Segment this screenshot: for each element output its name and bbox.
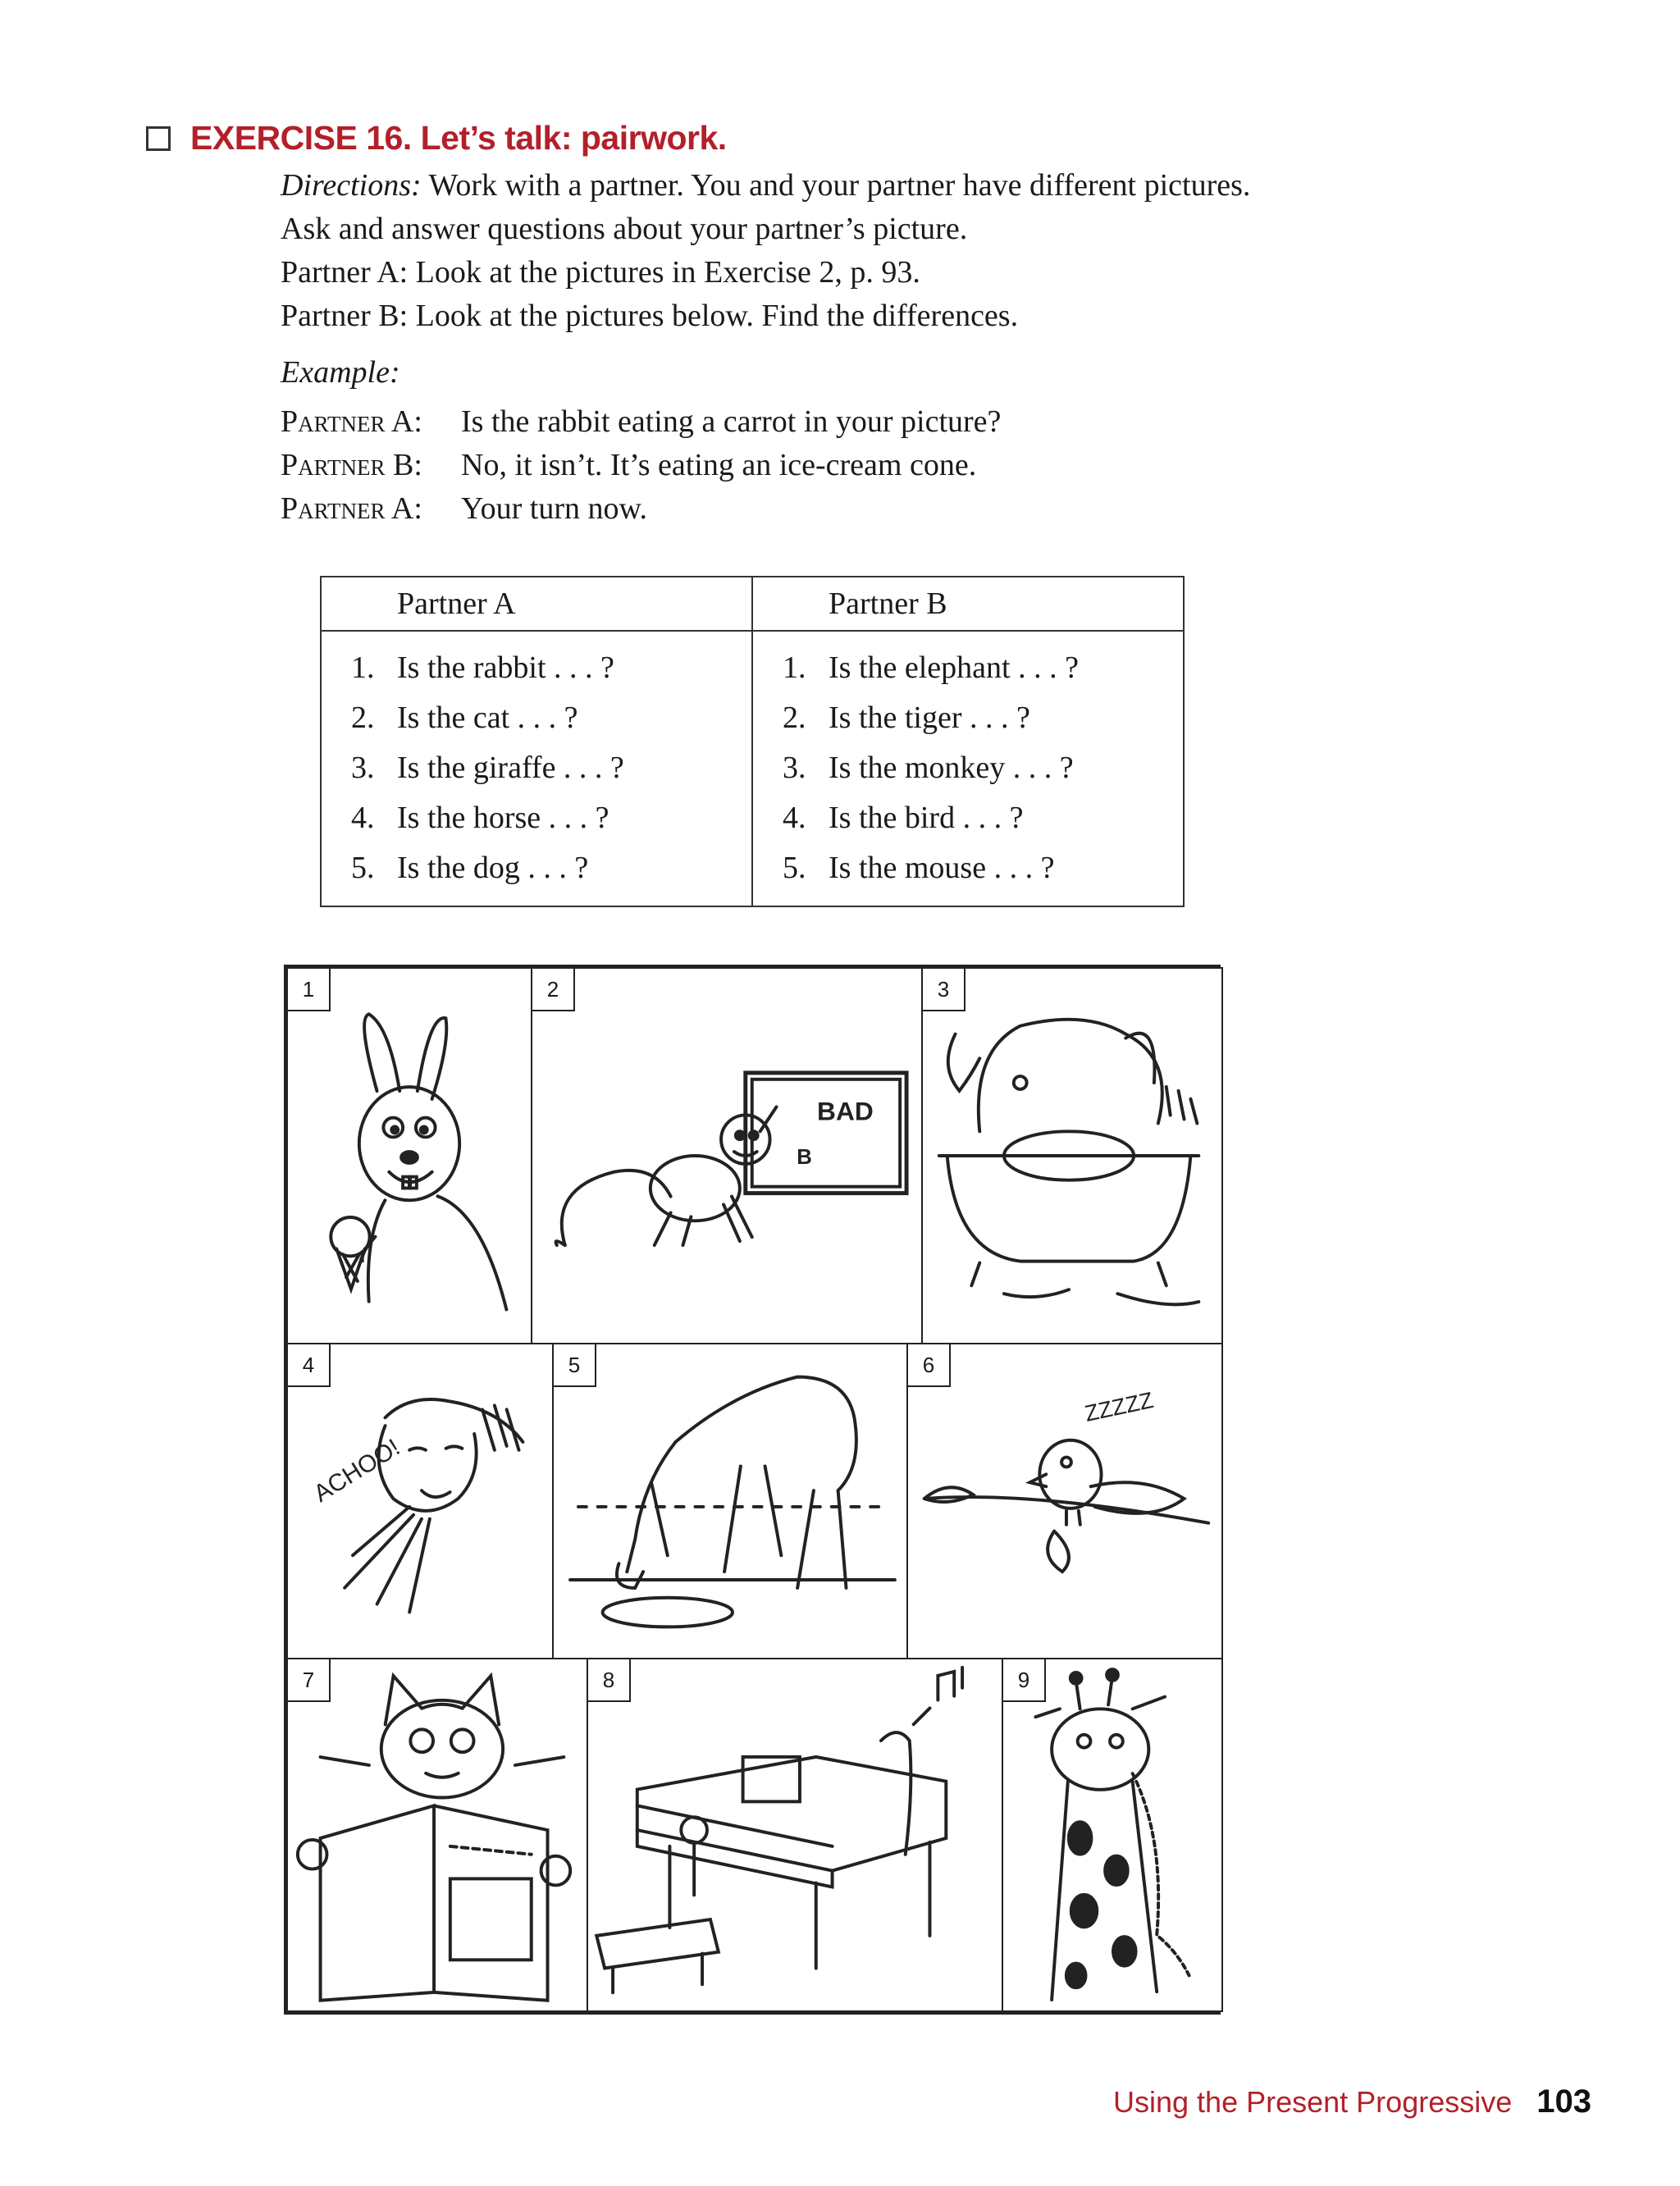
dialog-line bbox=[281, 487, 1001, 531]
item-text: Is the monkey . . . ? bbox=[829, 751, 1074, 785]
item-text: Is the elephant . . . ? bbox=[829, 650, 1079, 685]
partner-b-instruction: Partner B: Look at the pictures below. Find the differences. bbox=[281, 299, 1019, 333]
question-item bbox=[322, 793, 751, 843]
page-footer bbox=[1113, 2083, 1591, 2120]
directions-line-1: Work with a partner. You and your partner have different pictures. bbox=[428, 168, 1251, 203]
question-item bbox=[322, 643, 751, 693]
item-number: 5. bbox=[351, 851, 375, 885]
panel-monkey bbox=[531, 967, 923, 1344]
sneeze-text: ACHOO! bbox=[308, 1433, 405, 1508]
exercise-checkbox[interactable] bbox=[146, 126, 171, 151]
item-number: 3. bbox=[783, 751, 806, 785]
header-partner-a: Partner A bbox=[397, 586, 516, 621]
cat-illustration bbox=[288, 1659, 587, 2010]
panel-number: 8 bbox=[588, 1659, 631, 1702]
panel-horse bbox=[552, 1343, 908, 1659]
horse-illustration bbox=[554, 1344, 906, 1658]
piano-illustration bbox=[588, 1659, 1002, 2010]
directions-label: Directions: bbox=[281, 168, 422, 203]
item-number: 3. bbox=[351, 751, 375, 785]
panel-tiger bbox=[286, 1343, 554, 1659]
panel-cat bbox=[286, 1658, 588, 2012]
item-number: 1. bbox=[351, 650, 375, 685]
board-word: BAD bbox=[817, 1096, 874, 1126]
exercise-title: EXERCISE 16. Let’s talk: pairwork. bbox=[190, 119, 727, 157]
item-number: 4. bbox=[351, 801, 375, 835]
panel-number: 4 bbox=[288, 1344, 331, 1387]
partner-table bbox=[320, 576, 1185, 907]
item-number: 2. bbox=[783, 701, 806, 735]
table-header bbox=[322, 577, 1183, 632]
item-text: Is the mouse . . . ? bbox=[829, 851, 1055, 885]
tiger-illustration bbox=[288, 1344, 552, 1658]
question-item bbox=[753, 793, 1183, 843]
directions bbox=[281, 164, 1511, 338]
question-item bbox=[753, 743, 1183, 793]
panel-piano bbox=[587, 1658, 1003, 2012]
panel-number: 1 bbox=[288, 969, 331, 1011]
example-dialog bbox=[281, 400, 1001, 531]
item-number: 1. bbox=[783, 650, 806, 685]
board-letter: B bbox=[797, 1145, 812, 1169]
item-text: Is the rabbit . . . ? bbox=[397, 650, 614, 685]
header-partner-b: Partner B bbox=[751, 577, 1183, 630]
table-body bbox=[322, 632, 1183, 906]
panel-elephant bbox=[921, 967, 1223, 1344]
column-partner-b bbox=[751, 632, 1183, 906]
panel-number: 2 bbox=[532, 969, 575, 1011]
panel-number: 5 bbox=[554, 1344, 596, 1387]
panel-number: 9 bbox=[1003, 1659, 1046, 1702]
item-text: Is the dog . . . ? bbox=[397, 851, 589, 885]
giraffe-illustration bbox=[1003, 1659, 1221, 2010]
monkey-illustration bbox=[532, 969, 921, 1343]
dialog-text: No, it isn’t. It’s eating an ice-cream cone. bbox=[461, 448, 977, 482]
footer-title: Using the Present Progressive bbox=[1113, 2085, 1513, 2119]
item-text: Is the cat . . . ? bbox=[397, 701, 578, 735]
question-item bbox=[322, 693, 751, 743]
speaker: Partner B: bbox=[281, 448, 422, 482]
item-number: 5. bbox=[783, 851, 806, 885]
item-number: 4. bbox=[783, 801, 806, 835]
dialog-line bbox=[281, 400, 1001, 444]
dialog-text: Is the rabbit eating a carrot in your picture? bbox=[461, 404, 1002, 439]
item-text: Is the horse . . . ? bbox=[397, 801, 609, 835]
directions-line-2: Ask and answer questions about your partner’s picture. bbox=[281, 212, 968, 246]
dialog-text: Your turn now. bbox=[461, 491, 647, 526]
page-number: 103 bbox=[1536, 2083, 1591, 2120]
bird-illustration bbox=[908, 1344, 1221, 1658]
speaker: Partner A: bbox=[281, 404, 422, 439]
column-partner-a bbox=[322, 632, 751, 906]
question-item bbox=[322, 843, 751, 893]
picture-grid bbox=[284, 965, 1221, 2015]
snore-text: ZZZZZ bbox=[1082, 1386, 1156, 1426]
item-text: Is the giraffe . . . ? bbox=[397, 751, 624, 785]
elephant-illustration bbox=[923, 969, 1221, 1343]
dialog-line bbox=[281, 444, 1001, 487]
question-item bbox=[753, 643, 1183, 693]
panel-giraffe bbox=[1002, 1658, 1223, 2012]
question-item bbox=[753, 693, 1183, 743]
panel-number: 3 bbox=[923, 969, 966, 1011]
panel-bird bbox=[906, 1343, 1223, 1659]
question-item bbox=[753, 843, 1183, 893]
item-text: Is the tiger . . . ? bbox=[829, 701, 1030, 735]
speaker: Partner A: bbox=[281, 491, 422, 526]
question-item bbox=[322, 743, 751, 793]
partner-a-instruction: Partner A: Look at the pictures in Exercise 2, p. 93. bbox=[281, 255, 920, 290]
example-label: Example: bbox=[281, 355, 400, 390]
panel-number: 6 bbox=[908, 1344, 951, 1387]
rabbit-illustration bbox=[288, 969, 531, 1343]
exercise-header bbox=[146, 119, 727, 157]
panel-rabbit bbox=[286, 967, 532, 1344]
item-number: 2. bbox=[351, 701, 375, 735]
panel-number: 7 bbox=[288, 1659, 331, 1702]
item-text: Is the bird . . . ? bbox=[829, 801, 1024, 835]
